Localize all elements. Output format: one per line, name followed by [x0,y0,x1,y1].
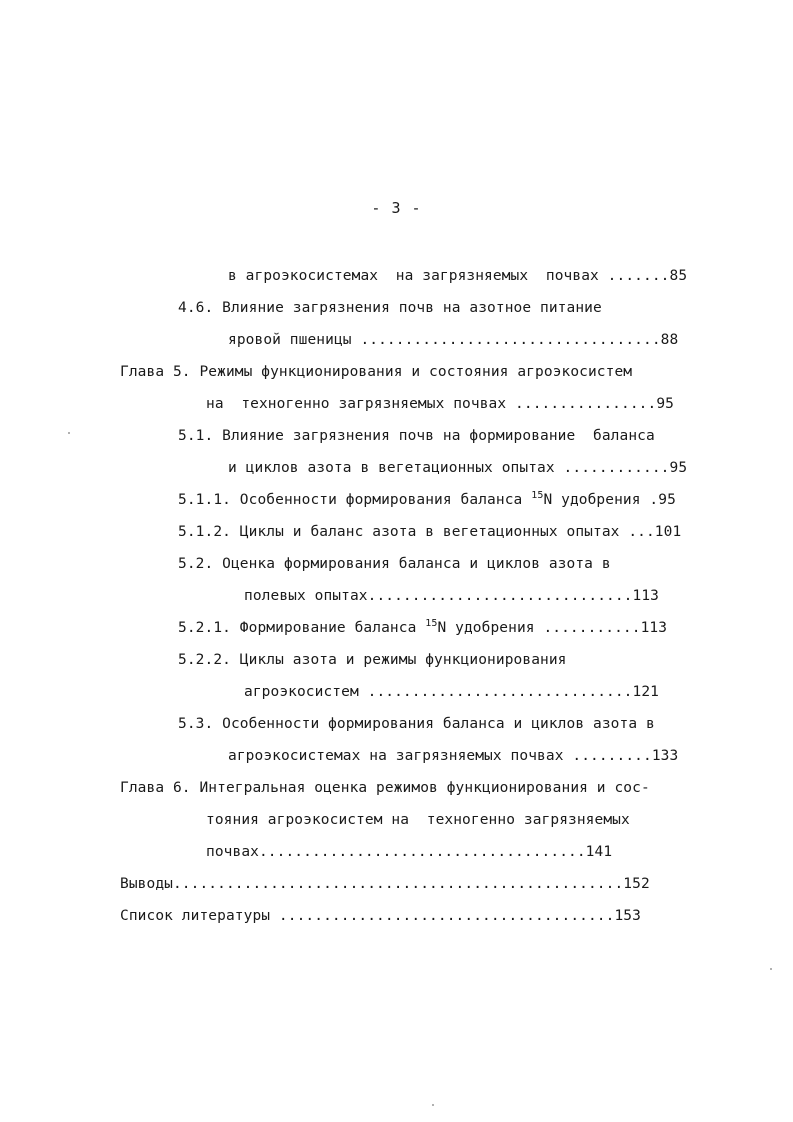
toc-line: в агроэкосистемах на загрязняемых почвах .......85 [228,268,688,284]
toc-line: Список литературы ......................................153 [120,908,641,924]
toc-chapter-heading: Глава 6. Интегральная оценка режимов функционирования и сос- [120,780,650,796]
toc-line: почвах.....................................141 [206,844,613,860]
isotope-superscript: 15 [425,618,438,629]
toc-line: 5.1.2. Циклы и баланс азота в вегетационных опытах ...101 [178,524,682,540]
toc-line: тояния агроэкосистем на техногенно загрязняемых [206,812,630,828]
toc-line: агроэкосистем ..............................121 [244,684,659,700]
toc-line: 5.2.2. Циклы азота и режимы функционирования [178,652,567,668]
toc-line: Выводы...................................................152 [120,876,650,892]
scan-speck [68,432,70,434]
toc-line-text: N удобрения .95 [543,492,676,508]
toc-line [178,490,676,510]
toc-line: 5.1. Влияние загрязнения почв на формирование баланса [178,428,655,444]
isotope-superscript: 15 [531,490,544,501]
toc-line-text: 5.1.1. Особенности формирования баланса [178,492,532,508]
toc-line: 5.2. Оценка формирования баланса и циклов азота в [178,556,611,572]
toc-line [178,618,667,638]
scan-speck [432,1104,434,1106]
page-number: - 3 - [371,199,422,217]
toc-line: 4.6. Влияние загрязнения почв на азотное питание [178,300,602,316]
toc-chapter-heading: Глава 5. Режимы функционирования и состояния агроэкосистем [120,364,633,380]
toc-line: полевых опытах..............................113 [244,588,659,604]
toc-line: и циклов азота в вегетационных опытах ............95 [228,460,688,476]
toc-line: яровой пшеницы ..................................88 [228,332,679,348]
toc-line-text: 5.2.1. Формирование баланса [178,620,426,636]
scan-speck [770,968,772,970]
toc-line-text: N удобрения ...........113 [437,620,668,636]
toc-line: на техногенно загрязняемых почвах ................95 [206,396,674,412]
toc-line: агроэкосистемах на загрязняемых почвах .........133 [228,748,679,764]
toc-line: 5.3. Особенности формирования баланса и циклов азота в [178,716,655,732]
